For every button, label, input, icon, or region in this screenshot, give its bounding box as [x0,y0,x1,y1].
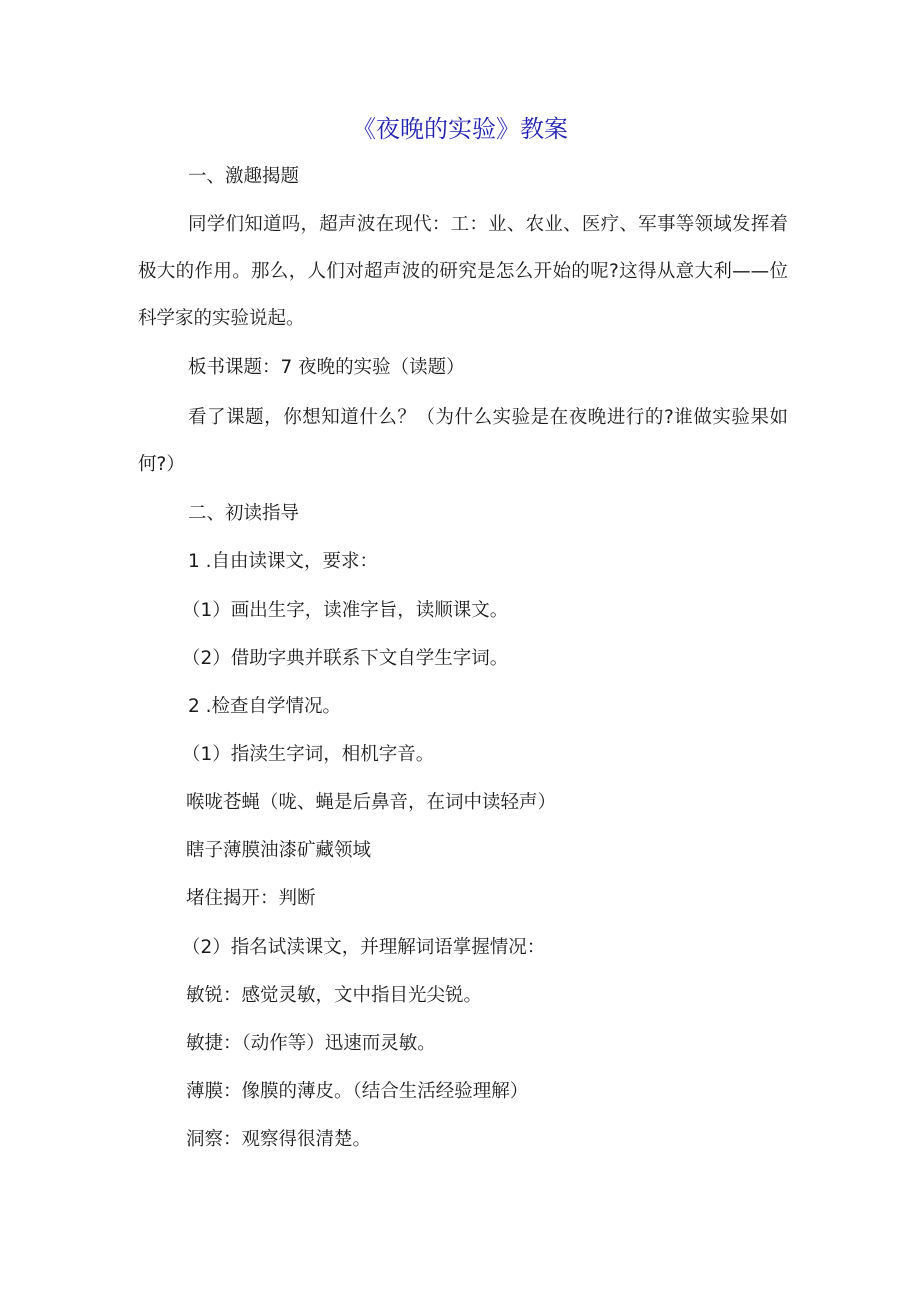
step-1-requirement-2: （2）借助字典并联系下文自学生字词。 [182,648,509,669]
board-title-line: 板书课题：7 夜晚的实验（读题） [188,357,465,378]
section-heading-2: 二、初读指导 [188,503,300,524]
definition-4: 洞察：观察得很清楚。 [186,1129,372,1150]
step-1: 1 .自由读课文，要求： [188,551,379,572]
definition-2: 敏捷：（动作等）迅速而灵敏。 [186,1033,436,1054]
word-list-line-2: 瞎子薄膜油漆矿藏领域 [186,840,372,861]
intro-paragraph: 同学们知道吗，超声波在现代：工：业、农业、医疗、军事等领域发挥着极大的作用。那么，人们对超声波的研究是怎么开始的呢?这得从意大利——位科学家的实验说起。 [138,214,788,329]
step-2-item-1: （1）指渎生字词，相机字音。 [182,744,435,765]
step-2-item-2: （2）指名试渎课文，并理解词语掌握情况： [182,937,546,958]
step-2: 2 .检查自学情况。 [188,696,342,717]
word-list-line-1: 喉咙苍蝇（咙、蝇是后鼻音，在词中读轻声） [186,792,557,813]
section-heading-1: 一、激趣揭题 [188,166,300,187]
question-paragraph: 看了课题，你想知道什么？（为什么实验是在夜晚进行的?谁做实验果如何?） [138,407,788,475]
document-title: 《夜晚的实验》教案 [352,115,568,143]
definition-3: 薄膜：像膜的薄皮。（结合生活经验理解） [186,1081,529,1102]
step-1-requirement-1: （1）画出生字，读准字旨，读顺课文。 [182,600,509,621]
definition-1: 敏锐：感觉灵敏，文中指目光尖锐。 [186,985,483,1006]
word-list-line-3: 堵住揭开：判断 [186,888,316,909]
